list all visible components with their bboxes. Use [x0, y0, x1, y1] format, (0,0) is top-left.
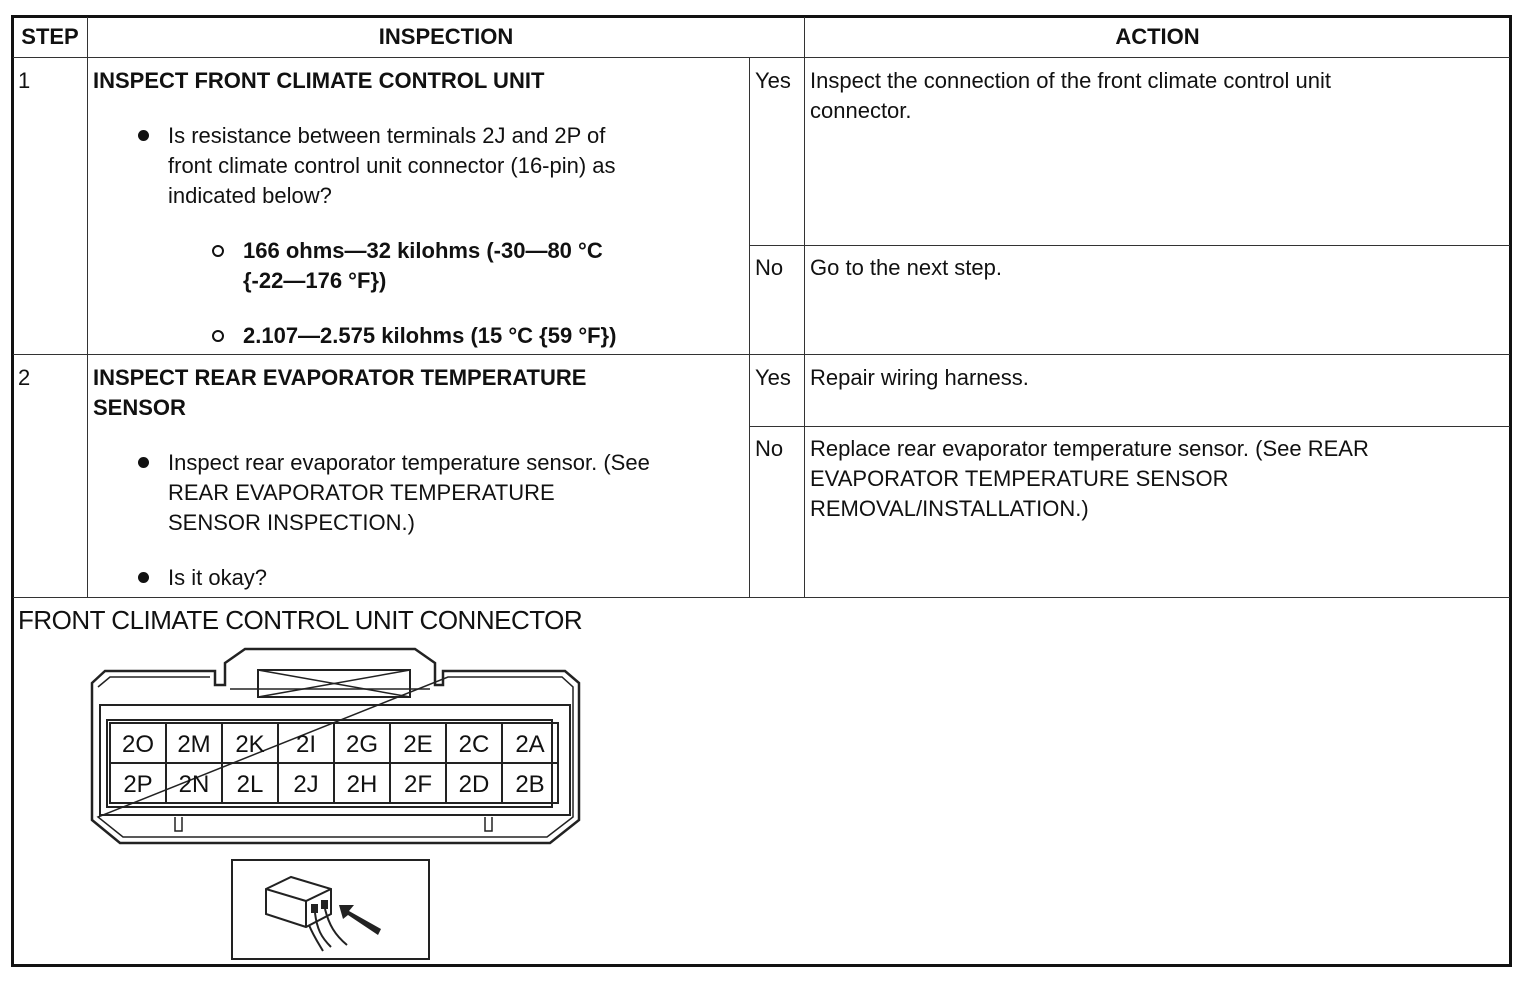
action-text: Replace rear evaporator temperature sensor. (See REAR — [810, 436, 1369, 461]
yes-label: Yes — [755, 365, 791, 390]
spec-value: {-22—176 °F}) — [243, 268, 387, 293]
spec-value: 2.107—2.575 kilohms (15 °C {59 °F}) — [243, 323, 617, 348]
inspection-text: Is it okay? — [168, 565, 268, 590]
connector-title: FRONT CLIMATE CONTROL UNIT CONNECTOR — [18, 605, 583, 635]
row-divider — [750, 426, 1510, 427]
header-inspection: INSPECTION — [378, 24, 514, 49]
step-number: 1 — [18, 68, 31, 93]
header-step: STEP — [21, 24, 79, 49]
action-text: EVAPORATOR TEMPERATURE SENSOR — [810, 466, 1229, 491]
inspection-text: indicated below? — [168, 183, 332, 208]
pin-label: 2G — [345, 731, 379, 758]
inspection-text: REAR EVAPORATOR TEMPERATURE — [168, 480, 555, 505]
row-divider — [750, 245, 1510, 246]
pin-label: 2A — [515, 731, 545, 758]
pin-label: 2H — [346, 771, 378, 798]
action-text: Inspect the connection of the front climate control unit — [810, 68, 1331, 93]
row-divider — [13, 597, 1510, 598]
step-number: 2 — [18, 365, 31, 390]
bullet-icon — [138, 572, 149, 583]
inspection-text: Inspect rear evaporator temperature sensor. (See — [168, 450, 650, 475]
action-text: Repair wiring harness. — [810, 365, 1029, 390]
inspection-text: front climate control unit connector (16-pin) as — [168, 153, 616, 178]
pin-label: 2B — [515, 771, 545, 798]
column-divider — [749, 57, 750, 597]
pin-label: 2F — [403, 771, 433, 798]
step-title: SENSOR — [93, 395, 186, 420]
pin-label: 2N — [178, 771, 210, 798]
column-divider — [87, 17, 88, 597]
pin-label: 2P — [123, 771, 153, 798]
connector-diagram — [80, 645, 590, 850]
pin-label: 2O — [121, 731, 155, 758]
pin-label: 2E — [403, 731, 433, 758]
pin-label: 2D — [458, 771, 490, 798]
harness-side-view-icon — [231, 859, 431, 961]
pin-label: 2I — [295, 731, 317, 758]
no-label: No — [755, 436, 784, 461]
action-text: connector. — [810, 98, 912, 123]
pin-label: 2K — [235, 731, 265, 758]
no-label: No — [755, 255, 784, 280]
bullet-icon — [138, 457, 149, 468]
action-text: REMOVAL/INSTALLATION.) — [810, 496, 1089, 521]
pin-label: 2C — [458, 731, 490, 758]
pin-label: 2L — [236, 771, 264, 798]
header-action: ACTION — [1115, 24, 1200, 49]
row-divider — [13, 354, 1510, 355]
action-text: Go to the next step. — [810, 255, 1003, 280]
row-divider — [13, 57, 1510, 58]
column-divider — [804, 17, 805, 597]
sub-bullet-icon — [212, 330, 224, 342]
bullet-icon — [138, 130, 149, 141]
spec-value: 166 ohms—32 kilohms (-30—80 °C — [243, 238, 603, 263]
pin-label: 2M — [177, 731, 211, 758]
sub-bullet-icon — [212, 245, 224, 257]
inspection-text: Is resistance between terminals 2J and 2P of — [168, 123, 606, 148]
step-title: INSPECT REAR EVAPORATOR TEMPERATURE — [93, 365, 587, 390]
step-title: INSPECT FRONT CLIMATE CONTROL UNIT — [93, 68, 545, 93]
pin-label: 2J — [293, 771, 319, 798]
yes-label: Yes — [755, 68, 791, 93]
inspection-text: SENSOR INSPECTION.) — [168, 510, 415, 535]
